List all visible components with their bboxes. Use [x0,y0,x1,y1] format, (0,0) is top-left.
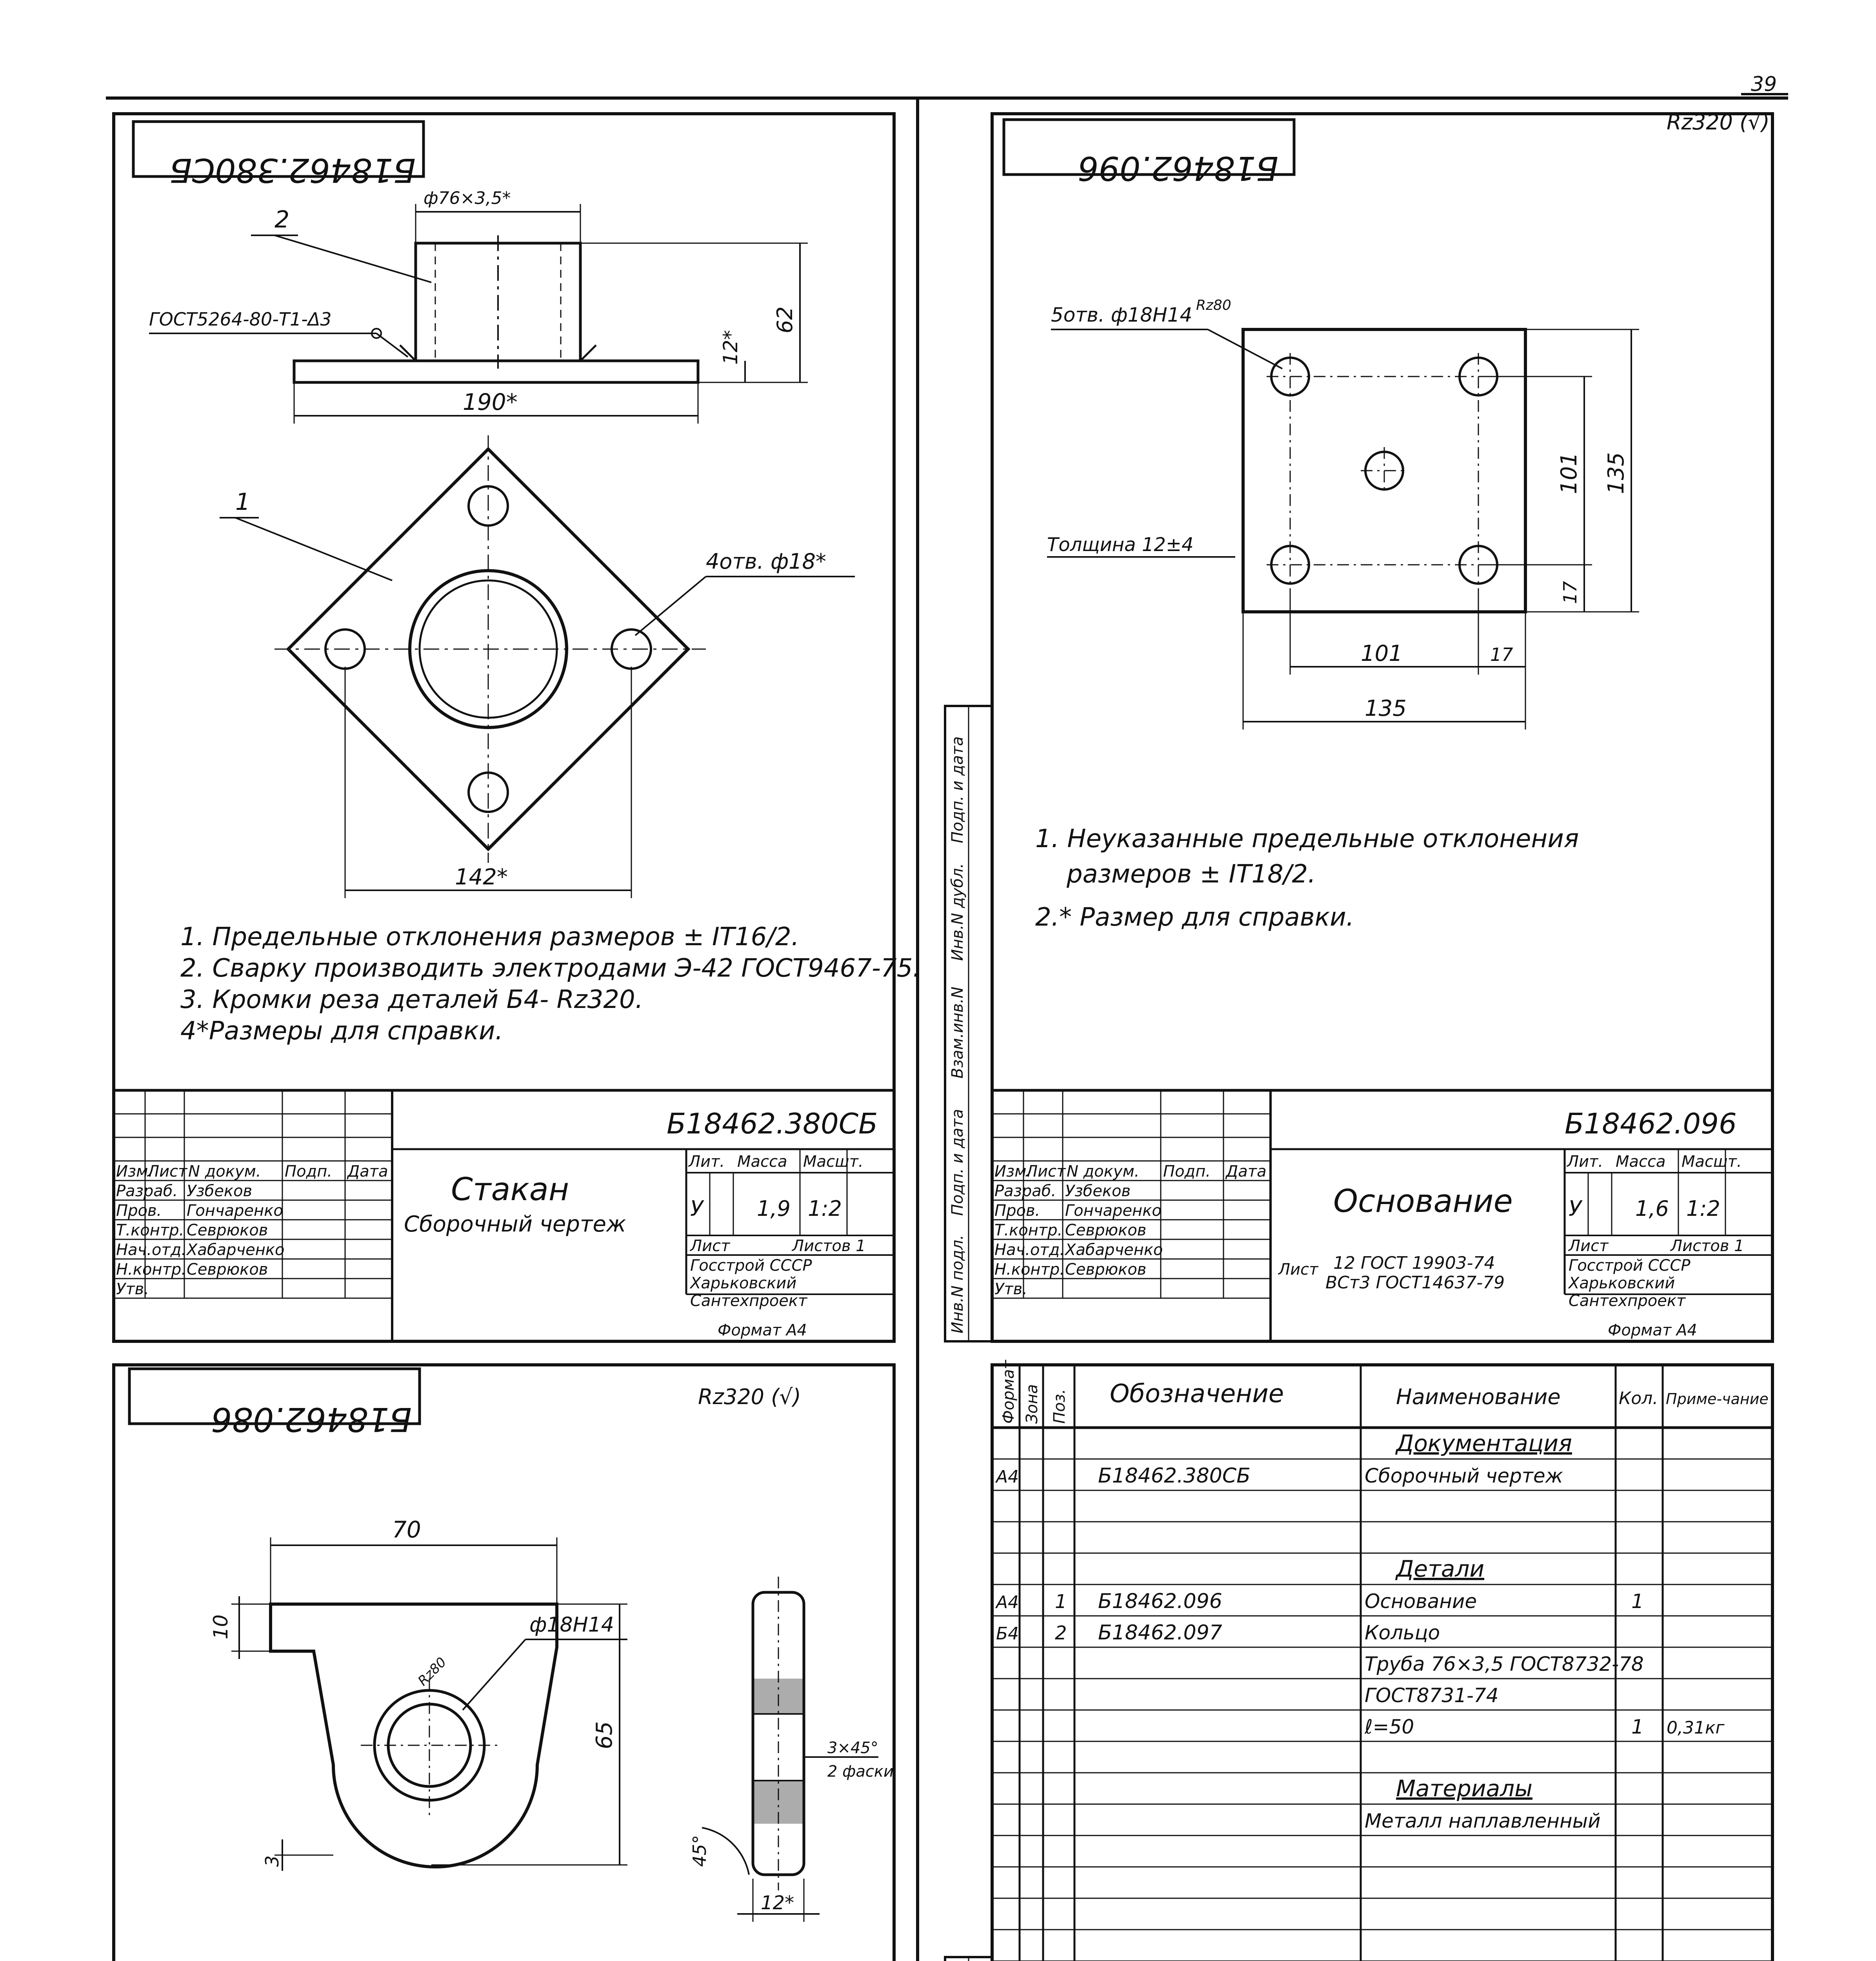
tb2-person: Севрюков [1065,1221,1147,1239]
roughness-mark: Rz320 (√) [1667,110,1770,135]
side-stamp-label: Инв.N подл. [949,1235,967,1333]
tb2-sheet: Лист [1569,1237,1609,1255]
sheet-4-specification [945,1359,1772,1961]
spec-cell-name: Детали [1396,1555,1485,1582]
tb2-role: Нач.отд. [994,1241,1065,1259]
side-stamp-label: Инв.N дубл. [949,863,967,961]
tb2-head-izm: Изм. [994,1162,1032,1181]
tb2-role: Т.контр. [994,1221,1063,1239]
dim-h12: 12* [719,330,742,365]
note-2: 2.* Размер для справки. [1035,903,1354,932]
tb1-org: Госстрой СССР [690,1257,812,1275]
spec-cell-name: Сборочный чертеж [1365,1464,1563,1487]
weld-spec: ГОСТ5264-80-Т1-Δ3 [149,309,332,330]
mirror-code: Б18462.380СБ [169,151,416,189]
tb1-format: Формат А4 [718,1321,807,1339]
dim-3: 3 [262,1855,283,1867]
tb1-head-sign: Подп. [285,1162,333,1181]
spec-cell-fmt: Б4 [996,1624,1019,1644]
dim-101-v: 101 [1556,452,1582,494]
tb1-head-izm: Изм. [116,1162,153,1181]
tb1-subname: Сборочный чертеж [404,1212,626,1237]
dim-17-v: 17 [1560,581,1581,604]
tb1-org: Харьковский [690,1274,797,1292]
dim-pipe: ф76×3,5* [424,188,511,208]
page-number: 39 [1751,73,1777,96]
note-1b: размеров ± IT18/2. [1067,860,1316,889]
dim-holes: 5отв. ф18Н14 [1051,304,1192,326]
dim-holes: 4отв. ф18* [706,549,826,574]
dim-10: 10 [209,1614,232,1639]
tb1-lit: У [690,1196,703,1221]
dim-rough: Rz80 [1196,297,1231,313]
spec-header-name: Наименование [1396,1384,1561,1409]
tb1-mass: 1,9 [757,1196,791,1221]
tb1-lit-head: Лит. [689,1153,725,1171]
spec-cell-des: Б18462.380СБ [1098,1464,1251,1488]
tb2-person: Узбеков [1065,1182,1131,1200]
tb1-role: Н.контр. [116,1261,186,1279]
tb2-head-date: Дата [1226,1162,1267,1181]
tb2-person: Хабарченко [1065,1241,1163,1259]
spec-cell-name: ℓ=50 [1365,1715,1414,1738]
spec-cell-note: 0,31кг [1667,1718,1725,1738]
tb2-person: Гончаренко [1065,1202,1162,1220]
dim-65: 65 [592,1721,617,1749]
tb1-role: Пров. [116,1202,162,1220]
dim-12: 12* [761,1892,794,1914]
title-block-1 [114,1090,894,1341]
dim-135-h: 135 [1365,696,1407,721]
tb1-head-date: Дата [347,1162,388,1181]
spec-cell-fmt: А4 [996,1467,1019,1487]
tb1-person: Узбеков [187,1182,253,1200]
dim-angle: 45° [689,1835,710,1867]
sheet-2-base [945,110,1772,1341]
tb1-code: Б18462.380СБ [667,1107,878,1140]
tb2-mass: 1,6 [1635,1196,1669,1221]
sheet-1-assembly [114,114,921,1341]
pos-1: 1 [235,488,251,516]
tb1-org: Сантехпроект [690,1292,807,1310]
tb2-lit: У [1569,1196,1582,1221]
spec-cell-name: ГОСТ8731-74 [1365,1684,1499,1707]
title-block-2 [992,1090,1772,1341]
tb2-scale-head: Масшт. [1681,1153,1742,1171]
tb1-mass-head: Масса [737,1153,787,1171]
tb1-person: Севрюков [187,1261,268,1279]
tb1-role: Разраб. [116,1182,178,1200]
plate-elevation [294,361,698,382]
dim-70: 70 [392,1516,421,1543]
tb2-material: 12 ГОСТ 19903-74 [1333,1253,1495,1273]
spec-header-zone: Зона [1023,1384,1041,1424]
mirror-code: Б18462.086 [211,1400,412,1439]
tb2-code: Б18462.096 [1565,1107,1737,1140]
spec-cell-fmt: А4 [996,1592,1019,1612]
tb1-name: Стакан [451,1171,569,1208]
sheet-3-lug [114,1365,894,1961]
mirror-code: Б18462.096 [1078,149,1278,187]
tb2-material: ВСт3 ГОСТ14637-79 [1325,1273,1505,1293]
spec-cell-name: Кольцо [1365,1621,1440,1644]
note-4: 4*Размеры для справки. [180,1017,503,1046]
side-stamp-label: Взам.инв.N [949,986,967,1079]
tb2-role: Утв. [994,1280,1027,1298]
dim-101-h: 101 [1361,641,1403,666]
lug-outline [271,1604,557,1867]
spec-cell-name: Металл наплавленный [1365,1810,1601,1832]
tb1-scale: 1:2 [808,1196,842,1221]
tb2-mass-head: Масса [1616,1153,1666,1171]
tb1-head-doc: N докум. [188,1162,261,1181]
tb2-head-sign: Подп. [1163,1162,1211,1181]
tb2-head-doc: N докум. [1067,1162,1140,1181]
dim-hole: ф18Н14 [529,1613,614,1637]
tb1-sheet: Лист [690,1237,730,1255]
tb2-sheets: Листов 1 [1671,1237,1744,1255]
dim-rough: Rz80 [415,1654,450,1689]
tb2-name: Основание [1333,1183,1513,1219]
dim-h62: 62 [773,306,797,333]
tb2-org: Госстрой СССР [1569,1257,1691,1275]
note-3: 3. Кромки реза деталей Б4- Rz320. [180,985,644,1014]
spec-cell-des: Б18462.096 [1098,1590,1222,1613]
tb1-person: Гончаренко [187,1202,283,1220]
tb2-head-list: Лист [1026,1162,1066,1181]
spec-cell-qty: 1 [1631,1590,1644,1613]
tb2-org: Сантехпроект [1569,1292,1686,1310]
spec-cell-name: Труба 76×3,5 ГОСТ8732-78 [1365,1653,1644,1675]
spec-header-qty: Кол. [1619,1388,1658,1408]
tb2-role: Пров. [994,1202,1040,1220]
spec-cell-pos: 2 [1055,1622,1067,1644]
tb1-scale-head: Масшт. [803,1153,863,1171]
tb2-lit-head: Лит. [1567,1153,1603,1171]
spec-header-pos: Поз. [1051,1389,1069,1424]
pos-2: 2 [274,206,290,233]
tb2-org: Харьковский [1569,1274,1675,1292]
tb1-role: Утв. [116,1280,149,1298]
tb2-format: Формат А4 [1608,1321,1697,1339]
side-stamp-label: Подп. и дата [949,1109,967,1216]
note-1: 1. Предельные отклонения размеров ± IT16/2. [180,922,799,951]
dim-chamfer: 3×45° [827,1739,878,1757]
tb1-person: Хабарченко [187,1241,285,1259]
tb1-role: Нач.отд. [116,1241,187,1259]
spec-cell-name: Основание [1365,1590,1477,1613]
tb2-sheet-label: Лист [1278,1261,1318,1279]
side-stamp-label: Подп. и дата [949,736,967,843]
spec-cell-name: Материалы [1396,1775,1532,1802]
dim-thick: Толщина 12±4 [1047,534,1194,556]
tb2-role: Н.контр. [994,1261,1065,1279]
note-1: 1. Неуказанные предельные отклонения [1035,824,1579,853]
tb2-person: Севрюков [1065,1261,1147,1279]
spec-header-designation: Обозначение [1110,1379,1284,1408]
dim-17-h: 17 [1490,644,1513,665]
tb1-role: Т.контр. [116,1221,184,1239]
dim-width: 190* [463,389,518,415]
tb1-sheets: Листов 1 [792,1237,866,1255]
spec-cell-name: Документация [1396,1430,1572,1457]
tb2-scale: 1:2 [1686,1196,1720,1221]
spec-cell-des: Б18462.097 [1098,1621,1222,1644]
tb1-person: Севрюков [187,1221,268,1239]
tb1-head-list: Лист [147,1162,187,1181]
dim-chamfer2: 2 фаски [827,1763,894,1781]
tb2-role: Разраб. [994,1182,1056,1200]
roughness-mark: Rz320 (√) [698,1384,801,1409]
spec-header-format: Формат [1000,1360,1018,1424]
spec-header-note: Приме-чание [1666,1390,1769,1408]
note-2: 2. Сварку производить электродами Э-42 ГОСТ9467-75. [180,954,921,983]
dim-135-v: 135 [1603,452,1629,494]
spec-cell-qty: 1 [1631,1715,1644,1738]
dim-diag: 142* [455,864,508,890]
spec-cell-pos: 1 [1055,1591,1067,1613]
